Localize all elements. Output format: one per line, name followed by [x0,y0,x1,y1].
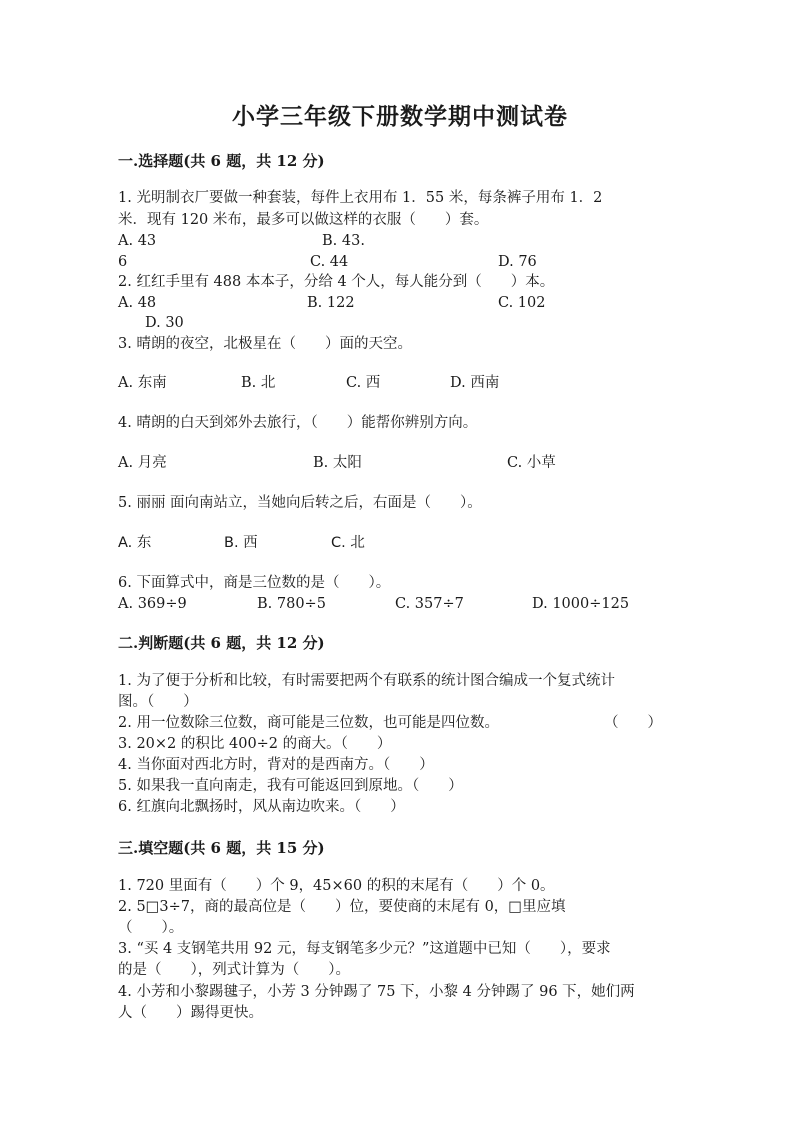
judge-line2: 图。（ ） [118,694,198,710]
q5-line1: 5. 丽丽 面向南站立，当她向后转之后，右面是（ ）。 [118,495,482,511]
q6-option-c: C. 357÷7 [395,596,464,612]
section-3-header: 三.填空题(共 6 题，共 15 分) [118,839,325,857]
judge-line5: 4. 当你面对西北方时，背对的是西南方。（ ） [118,757,434,773]
q2-option-a: A. 48 [118,295,157,311]
fill-line3: （ ）。 [118,920,184,936]
fill-line2: 2. 5□3÷7，商的最高位是（ ）位，要使商的末尾有 0，□里应填 [118,899,566,915]
q5-option-b: B. 西 [224,535,258,551]
q4-option-a: A. 月亮 [118,455,167,471]
section-2-header: 二.判断题(共 6 题，共 12 分) [118,634,325,652]
q3-option-a: A. 东南 [118,375,167,391]
judge-line3-bracket: （ ） [604,715,662,731]
fill-line1: 1. 720 里面有（ ）个 9，45×60 的积的末尾有（ ）个 0。 [118,878,555,894]
q1-line2: 米．现有 120 米布，最多可以做这样的衣服（ ）套。 [118,212,489,228]
judge-line1: 1. 为了便于分析和比较，有时需要把两个有联系的统计图合编成一个复式统计 [118,673,615,689]
q2-line1: 2. 红红手里有 488 本本子，分给 4 个人，每人能分到（ ）本。 [118,274,555,290]
q4-line1: 4. 晴朗的白天到郊外去旅行，（ ）能帮你辨别方向。 [118,415,478,431]
q1-line1: 1. 光明制衣厂要做一种套装，每件上衣用布 1．55 米，每条裤子用布 1．2 [118,190,603,206]
q3-option-c: C. 西 [346,375,381,391]
q1-option-b: B. 43. [322,233,365,249]
judge-line4: 3. 20×2 的积比 400÷2 的商大。（ ） [118,736,392,752]
q6-option-d: D. 1000÷125 [532,596,630,612]
fill-line4: 3. “买 4 支钢笔共用 92 元，每支钢笔多少元？”这道题中已知（ ），要求 [118,941,611,957]
section-1-header: 一.选择题(共 6 题，共 12 分) [118,152,325,170]
q3-option-b: B. 北 [241,375,276,391]
q2-option-c: C. 102 [498,295,546,311]
q4-option-c: C. 小草 [507,455,556,471]
q5-option-c: C. 北 [331,535,365,551]
q3-line1: 3. 晴朗的夜空，北极星在（ ）面的天空。 [118,336,412,352]
page-title: 小学三年级下册数学期中测试卷 [232,103,568,130]
judge-line7: 6. 红旗向北飘扬时，风从南边吹来。（ ） [118,799,405,815]
q4-option-b: B. 太阳 [313,455,362,471]
q6-option-b: B. 780÷5 [257,596,326,612]
q1-option-c: C. 44 [310,254,349,270]
q2-option-d: D. 30 [145,315,184,331]
q6-line1: 6. 下面算式中，商是三位数的是（ ）。 [118,575,391,591]
judge-line6: 5. 如果我一直向南走，我有可能返回到原地。（ ） [118,778,463,794]
q2-option-b: B. 122 [307,295,355,311]
fill-line7: 人（ ）踢得更快。 [118,1005,263,1021]
q5-option-a: A. 东 [118,535,152,551]
q3-option-d: D. 西南 [450,375,500,391]
judge-line3: 2. 用一位数除三位数，商可能是三位数，也可能是四位数。 [118,715,499,731]
q1-option-a: A. 43 [118,233,157,249]
fill-line5: 的是（ ），列式计算为（ ）。 [118,962,350,978]
q1-option-b-cont: 6 [118,254,128,270]
q6-option-a: A. 369÷9 [118,596,187,612]
fill-line6: 4. 小芳和小黎踢毽子，小芳 3 分钟踢了 75 下，小黎 4 分钟踢了 96 下，她们两 [118,984,635,1000]
q1-option-d: D. 76 [498,254,537,270]
